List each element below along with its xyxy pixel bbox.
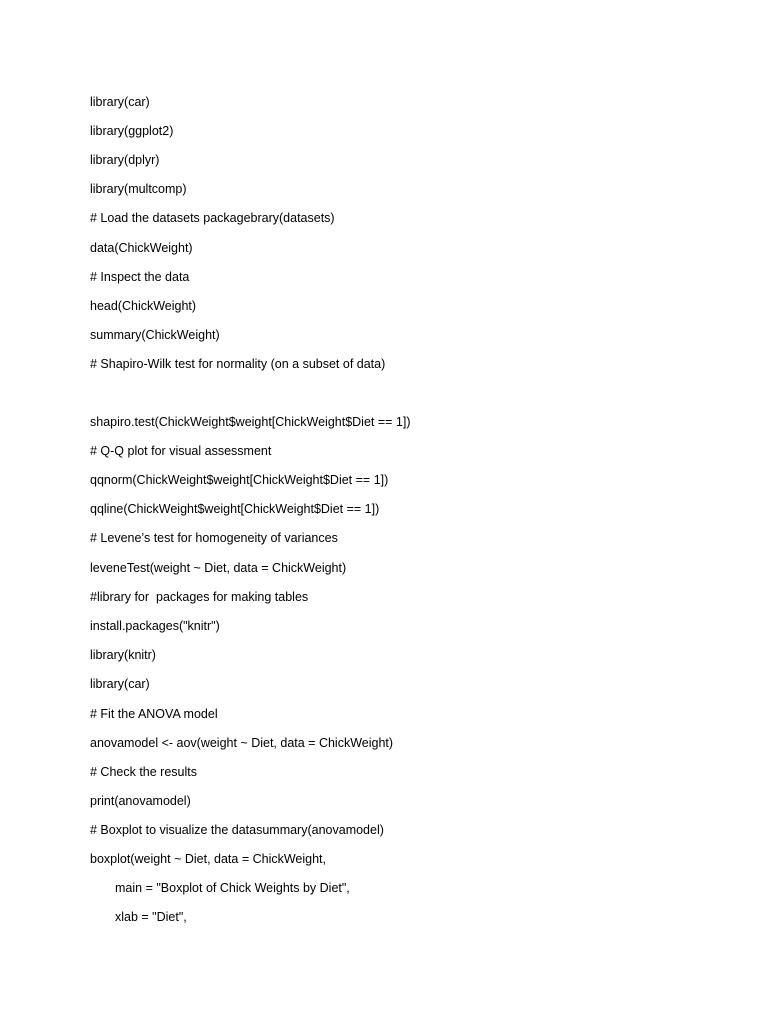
code-line-library-multcomp: library(multcomp) (90, 182, 187, 196)
code-comment-fit-anova: # Fit the ANOVA model (90, 707, 218, 721)
code-comment-qq-plot: # Q-Q plot for visual assessment (90, 444, 272, 458)
code-line-print: print(anovamodel) (90, 794, 191, 808)
code-line-install-packages: install.packages("knitr") (90, 619, 220, 633)
code-line-shapiro-test: shapiro.test(ChickWeight$weight[ChickWeight$Diet == 1]) (90, 415, 411, 429)
code-line-anovamodel: anovamodel <- aov(weight ~ Diet, data = ChickWeight) (90, 736, 394, 750)
code-line-library-ggplot2: library(ggplot2) (90, 124, 174, 138)
code-line-boxplot-main: main = "Boxplot of Chick Weights by Diet", (115, 881, 350, 895)
code-comment-inspect: # Inspect the data (90, 270, 190, 284)
code-line-library-car: library(car) (90, 95, 150, 109)
code-line-boxplot: boxplot(weight ~ Diet, data = ChickWeight, (90, 852, 327, 866)
code-line-summary: summary(ChickWeight) (90, 328, 220, 342)
code-comment-load-datasets: # Load the datasets packagebrary(datasets) (90, 211, 335, 225)
code-line-boxplot-xlab: xlab = "Diet", (115, 910, 187, 924)
code-line-library-dplyr: library(dplyr) (90, 153, 160, 167)
code-line-library-knitr: library(knitr) (90, 648, 156, 662)
code-line-qqnorm: qqnorm(ChickWeight$weight[ChickWeight$Diet == 1]) (90, 473, 389, 487)
code-line-levene-test: leveneTest(weight ~ Diet, data = ChickWeight) (90, 561, 347, 575)
code-line-head: head(ChickWeight) (90, 299, 197, 313)
code-comment-check-results: # Check the results (90, 765, 197, 779)
code-line-library-car-2: library(car) (90, 677, 150, 691)
code-comment-boxplot: # Boxplot to visualize the datasummary(anovamodel) (90, 823, 384, 837)
code-comment-shapiro: # Shapiro-Wilk test for normality (on a subset of data) (90, 357, 386, 371)
code-comment-library-tables: #library for packages for making tables (90, 590, 309, 604)
code-comment-levene: # Levene’s test for homogeneity of variances (90, 531, 338, 545)
code-line-data: data(ChickWeight) (90, 241, 193, 255)
code-line-qqline: qqline(ChickWeight$weight[ChickWeight$Diet == 1]) (90, 502, 380, 516)
